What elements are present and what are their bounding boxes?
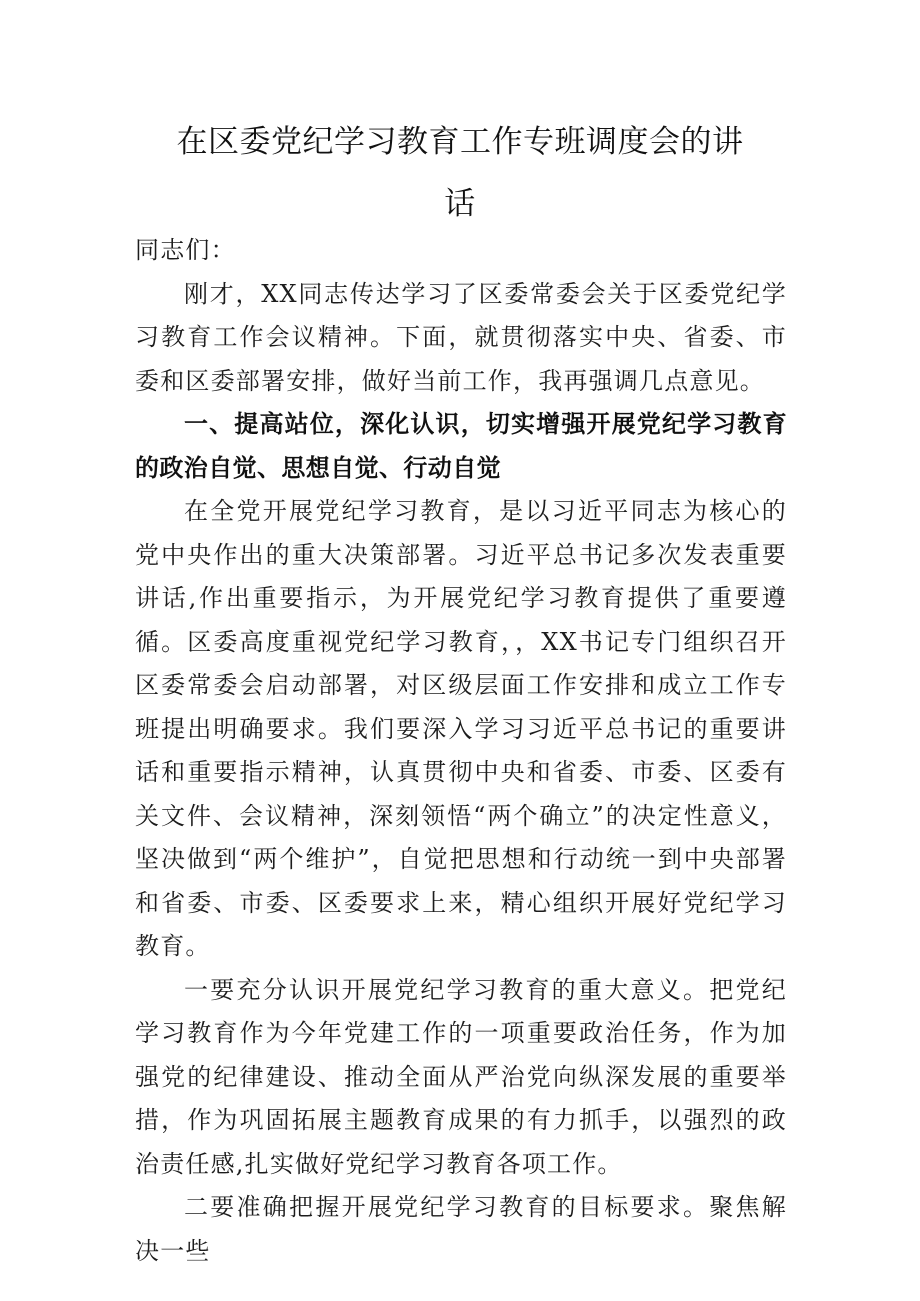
paragraph-intro: 刚才，XX同志传达学习了区委常委会关于区委党纪学习教育工作会议精神。下面，就贯彻落实中央、省委、市委和区委部署安排，做好当前工作，我再强调几点意见。 [135,279,787,395]
paragraph-point-2: 二要准确把握开展党纪学习教育的目标要求。聚焦解决一些 [135,1193,787,1265]
section-heading-1: 一、提高站位，深化认识，切实增强开展党纪学习教育的政治自觉、思想自觉、行动自觉 [135,410,787,482]
document-title-line-1: 在区委党纪学习教育工作专班调度会的讲 [176,124,744,160]
document-title-line-2: 话 [444,186,476,222]
salutation: 同志们： [135,236,236,264]
document-body [135,229,787,1273]
paragraph-point-1: 一要充分认识开展党纪学习教育的重大意义。把党纪学习教育作为今年党建工作的一项重要政治任务，作为加强党的纪律建设、推动全面从严治党向纵深发展的重要举措，作为巩固拓展主题教育成果的有力抓手，以强烈的政治责任感,扎实做好党纪学习教育各项工作。 [135,975,787,1178]
paragraph-body: 在全党开展党纪学习教育，是以习近平同志为核心的党中央作出的重大决策部署。习近平总书记多次发表重要讲话,作出重要指示，为开展党纪学习教育提供了重要遵循。区委高度重视党纪学习教育，，XX书记专门组织召开区委常委会启动部署，对区级层面工作安排和成立工作专班提出明确要求。我们要深入学习习近平总书记的重要讲话和重要指示精神，认真贯彻中央和省委、市委、区委有关文件、会议精神，深刻领悟“两个确立”的决定性意义，坚决做到“两个维护”，自觉把思想和行动统一到中央部署和省委、市委、区委要求上来，精心组织开展好党纪学习教育。 [135,497,787,960]
